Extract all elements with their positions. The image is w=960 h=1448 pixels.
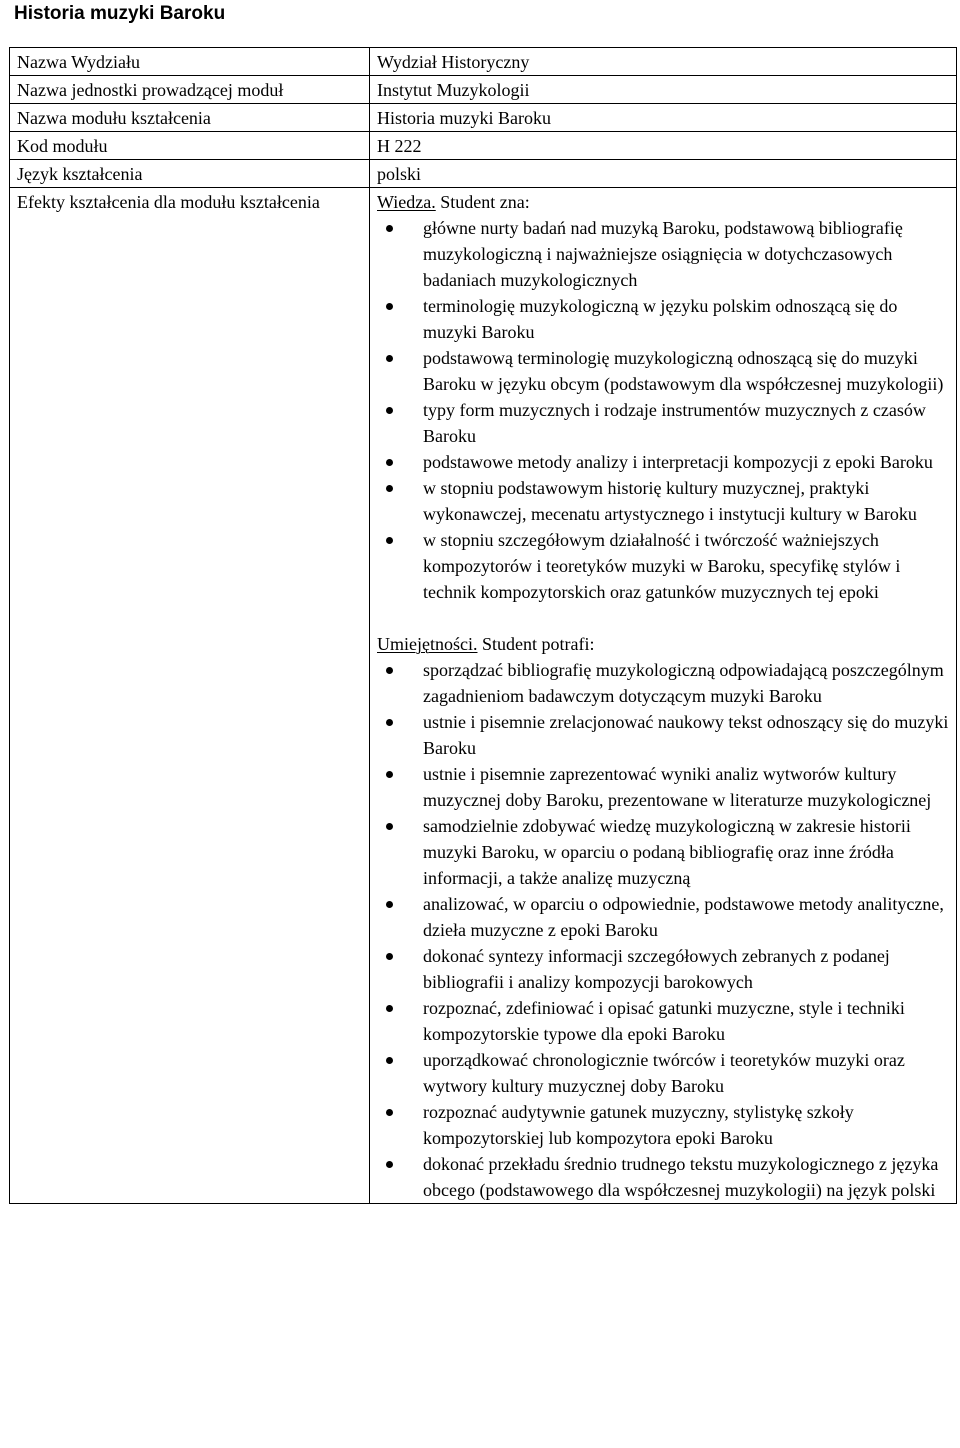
- list-item: podstawowe metody analizy i interpretacji kompozycji z epoki Baroku: [415, 449, 950, 475]
- table-row: [10, 76, 957, 104]
- row-label: Efekty kształcenia dla modułu kształcenia: [10, 188, 370, 1204]
- list-item: dokonać przekładu średnio trudnego tekstu muzykologicznego z języka obcego (podstawowego dla współczesnej muzykologii) na język polski: [415, 1151, 950, 1203]
- row-label: Nazwa jednostki prowadzącej moduł: [10, 76, 370, 104]
- table-row: [10, 160, 957, 188]
- list-item: podstawową terminologię muzykologiczną odnoszącą się do muzyki Baroku w języku obcym (podstawowym dla współczesnej muzykologii): [415, 345, 950, 397]
- row-value: Wydział Historyczny: [370, 48, 957, 76]
- list-item: dokonać syntezy informacji szczegółowych zebranych z podanej bibliografii i analizy kompozycji barokowych: [415, 943, 950, 995]
- list-item: rozpoznać, zdefiniować i opisać gatunki muzyczne, style i techniki kompozytorskie typowe dla epoki Baroku: [415, 995, 950, 1047]
- list-item: ustnie i pisemnie zaprezentować wyniki analiz wytworów kultury muzycznej doby Baroku, prezentowane w literaturze muzykologicznej: [415, 761, 950, 813]
- page-title: Historia muzyki Baroku: [14, 3, 226, 24]
- section-spacer: [377, 605, 950, 631]
- knowledge-heading: [377, 189, 950, 215]
- row-label: Nazwa modułu kształcenia: [10, 104, 370, 132]
- row-label: Język kształcenia: [10, 160, 370, 188]
- row-value: H 222: [370, 132, 957, 160]
- table-row-effects: [10, 188, 957, 1204]
- knowledge-label: Wiedza.: [377, 192, 436, 212]
- skills-label: Umiejętności.: [377, 634, 478, 654]
- table-row: [10, 132, 957, 160]
- row-label: Kod modułu: [10, 132, 370, 160]
- list-item: uporządkować chronologicznie twórców i teoretyków muzyki oraz wytwory kultury muzycznej doby Baroku: [415, 1047, 950, 1099]
- module-info-table: [9, 47, 957, 1204]
- list-item: terminologię muzykologiczną w języku polskim odnoszącą się do muzyki Baroku: [415, 293, 950, 345]
- skills-list: [377, 657, 950, 1203]
- list-item: typy form muzycznych i rodzaje instrumentów muzycznych z czasów Baroku: [415, 397, 950, 449]
- list-item: główne nurty badań nad muzyką Baroku, podstawową bibliografię muzykologiczną i najważniejsze osiągnięcia w dotychczasowych badaniach muzykologicznych: [415, 215, 950, 293]
- list-item: w stopniu szczegółowym działalność i twórczość ważniejszych kompozytorów i teoretyków muzyki w Baroku, specyfikę stylów i technik kompozytorskich oraz gatunków muzycznych tej epoki: [415, 527, 950, 605]
- list-item: samodzielnie zdobywać wiedzę muzykologiczną w zakresie historii muzyki Baroku, w oparciu o podaną bibliografię oraz inne źródła informacji, a także analizę muzyczną: [415, 813, 950, 891]
- row-value: Instytut Muzykologii: [370, 76, 957, 104]
- list-item: rozpoznać audytywnie gatunek muzyczny, stylistykę szkoły kompozytorskiej lub kompozytora epoki Baroku: [415, 1099, 950, 1151]
- list-item: sporządzać bibliografię muzykologiczną odpowiadającą poszczególnym zagadnieniom badawczym dotyczącym muzyki Baroku: [415, 657, 950, 709]
- skills-heading: [377, 631, 950, 657]
- row-value: polski: [370, 160, 957, 188]
- list-item: analizować, w oparciu o odpowiednie, podstawowe metody analityczne, dzieła muzyczne z epoki Baroku: [415, 891, 950, 943]
- list-item: w stopniu podstawowym historię kultury muzycznej, praktyki wykonawczej, mecenatu artystycznego i instytucji kultury w Baroku: [415, 475, 950, 527]
- skills-intro: Student potrafi:: [477, 634, 595, 654]
- knowledge-intro: Student zna:: [435, 192, 530, 212]
- table-row: [10, 48, 957, 76]
- row-value: Historia muzyki Baroku: [370, 104, 957, 132]
- knowledge-list: [377, 215, 950, 605]
- list-item: ustnie i pisemnie zrelacjonować naukowy tekst odnoszący się do muzyki Baroku: [415, 709, 950, 761]
- effects-cell: [370, 188, 957, 1204]
- row-label: Nazwa Wydziału: [10, 48, 370, 76]
- table-row: [10, 104, 957, 132]
